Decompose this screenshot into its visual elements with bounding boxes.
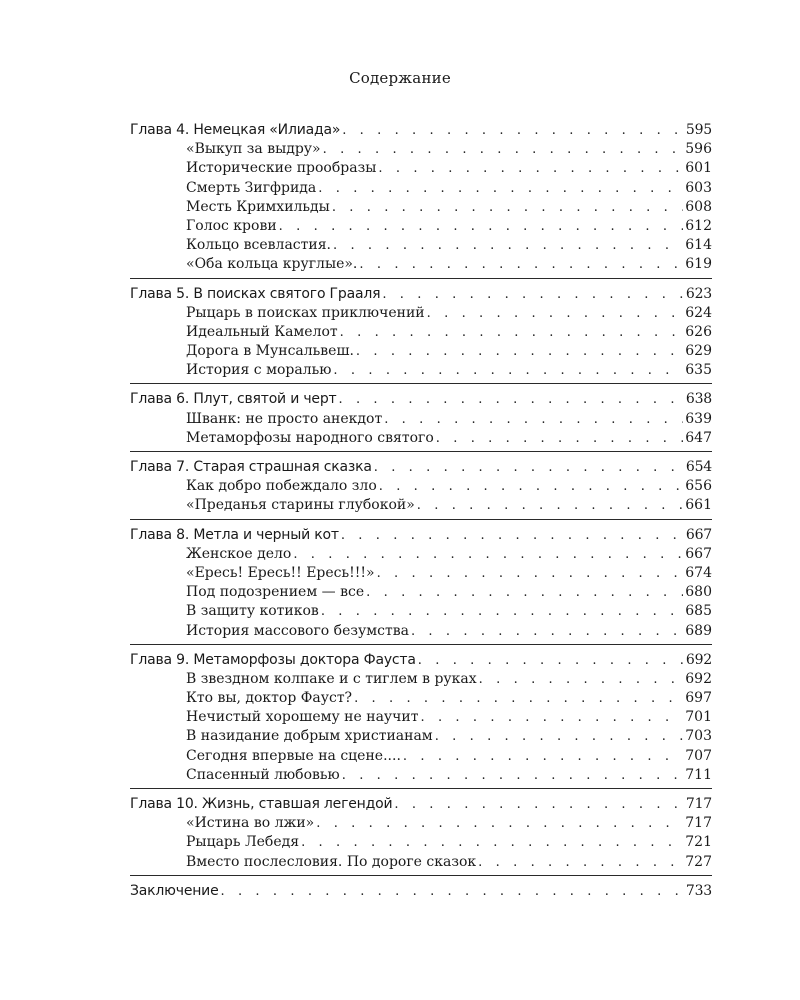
dot-leader	[321, 602, 683, 621]
section-row	[130, 670, 712, 689]
toc-chapter	[130, 795, 712, 876]
dot-leader	[301, 833, 683, 852]
section-page-number: 601	[685, 160, 712, 177]
section-title: Вместо послесловия. По дороге сказок	[186, 853, 477, 870]
toc-chapter	[130, 651, 712, 789]
section-title: «Оба кольца круглые».	[186, 256, 358, 273]
section-title: Голос крови	[186, 217, 277, 234]
dot-leader	[356, 342, 683, 361]
section-title: «Выкуп за выдру»	[186, 141, 321, 158]
section-page-number: 624	[685, 304, 712, 321]
section-page-number: 727	[685, 853, 712, 870]
section-row	[130, 198, 712, 217]
section-page-number: 603	[685, 179, 712, 196]
dot-leader	[318, 179, 683, 198]
section-page-number: 685	[685, 603, 712, 620]
chapter-row	[130, 651, 712, 670]
section-row	[130, 602, 712, 621]
section-row	[130, 708, 712, 727]
section-row	[130, 159, 712, 178]
chapter-title: Заключение	[130, 882, 219, 899]
section-page-number: 711	[685, 766, 712, 783]
section-title: В звездном колпаке и с тиглем в руках	[186, 670, 477, 687]
section-title: Как добро побеждало зло	[186, 478, 377, 495]
section-row	[130, 564, 712, 583]
dot-leader	[436, 429, 684, 448]
section-page-number: 692	[685, 670, 712, 687]
dot-leader	[293, 545, 683, 564]
chapter-page-number: 654	[685, 459, 712, 475]
section-row	[130, 429, 712, 448]
section-title: Дорога в Мунсальвеш.	[186, 343, 354, 360]
section-page-number: 614	[685, 237, 712, 254]
section-title: Рыцарь Лебедя	[186, 834, 300, 851]
section-page-number: 701	[685, 709, 712, 726]
section-row	[130, 179, 712, 198]
section-row	[130, 766, 712, 785]
dot-leader	[333, 361, 683, 380]
chapter-title: Глава 10. Жизнь, ставшая легендой	[130, 796, 393, 812]
dot-leader	[359, 255, 683, 274]
dot-leader	[342, 121, 684, 140]
dot-leader	[411, 622, 683, 641]
chapter-page-number: 638	[685, 391, 712, 408]
dot-leader	[479, 670, 684, 689]
section-title: История массового безумства	[186, 622, 409, 639]
chapter-title: Глава 5. В поисках святого Грааля	[130, 285, 381, 302]
chapter-title: Глава 4. Немецкая «Илиада»	[130, 122, 341, 138]
section-title: В защиту котиков	[186, 603, 319, 620]
chapter-row	[130, 882, 712, 901]
toc-chapter	[130, 390, 712, 452]
section-page-number: 661	[685, 497, 712, 514]
chapter-page-number: 733	[685, 882, 712, 899]
section-title: Нечистый хорошему не научит	[186, 709, 419, 726]
dot-leader	[316, 814, 683, 833]
section-row	[130, 304, 712, 323]
section-row	[130, 323, 712, 342]
running-head: Содержание	[349, 69, 451, 87]
chapter-row	[130, 390, 712, 409]
toc-chapter	[130, 285, 712, 385]
section-page-number: 703	[685, 728, 712, 745]
section-page-number: 608	[685, 198, 712, 215]
section-row	[130, 496, 712, 515]
dot-leader	[332, 198, 683, 217]
section-page-number: 721	[685, 834, 712, 851]
toc-chapter	[130, 882, 712, 904]
dot-leader	[342, 766, 684, 785]
chapter-title: Глава 6. Плут, святой и черт	[130, 391, 337, 408]
chapter-row	[130, 285, 712, 304]
section-page-number: 612	[685, 217, 712, 234]
section-page-number: 697	[685, 690, 712, 707]
chapter-title: Глава 7. Старая страшная сказка	[130, 459, 372, 475]
chapter-title: Глава 9. Метаморфозы доктора Фауста	[130, 651, 416, 668]
section-title: История с моралью	[186, 362, 332, 379]
chapter-title: Глава 8. Метла и черный кот	[130, 526, 339, 543]
chapter-row	[130, 121, 712, 140]
section-page-number: 635	[685, 362, 712, 379]
chapter-row	[130, 458, 712, 477]
section-title: Шванк: не просто анекдот	[186, 410, 383, 427]
section-page-number: 639	[685, 410, 712, 427]
chapter-row	[130, 795, 712, 814]
dot-leader	[377, 564, 684, 583]
section-page-number: 680	[685, 584, 712, 601]
section-page-number: 647	[685, 429, 712, 446]
dot-leader	[418, 651, 684, 670]
dot-leader	[435, 727, 684, 746]
dot-leader	[384, 410, 683, 429]
section-row	[130, 853, 712, 872]
section-title: «Ересь! Ересь!! Ересь!!!»	[186, 564, 375, 581]
section-title: Спасенный любовью	[186, 766, 340, 783]
section-page-number: 629	[685, 343, 712, 360]
section-title: Смерть Зигфрида	[186, 179, 317, 196]
toc-chapter	[130, 458, 712, 520]
dot-leader	[403, 747, 683, 766]
chapter-page-number: 667	[685, 526, 712, 543]
toc-chapter	[130, 526, 712, 645]
dot-leader	[354, 689, 683, 708]
section-page-number: 626	[685, 323, 712, 340]
section-title: Под подозрением — все	[186, 584, 365, 601]
section-row	[130, 622, 712, 641]
table-of-contents	[130, 121, 712, 910]
section-row	[130, 477, 712, 496]
section-row	[130, 342, 712, 361]
dot-leader	[478, 853, 683, 872]
section-row	[130, 361, 712, 380]
chapter-page-number: 692	[685, 651, 712, 668]
section-title: Кто вы, доктор Фауст?	[186, 690, 353, 707]
dot-leader	[221, 882, 684, 901]
section-row	[130, 236, 712, 255]
section-title: В назидание добрым христианам	[186, 728, 433, 745]
section-page-number: 717	[685, 815, 712, 832]
section-title: Кольцо всевластия.	[186, 237, 331, 254]
section-row	[130, 410, 712, 429]
section-page-number: 596	[685, 141, 712, 158]
section-row	[130, 140, 712, 159]
dot-leader	[279, 217, 684, 236]
dot-leader	[374, 458, 684, 477]
section-page-number: 656	[685, 478, 712, 495]
dot-leader	[379, 477, 684, 496]
dot-leader	[339, 390, 684, 409]
dot-leader	[333, 236, 683, 255]
section-row	[130, 217, 712, 236]
dot-leader	[323, 140, 684, 159]
section-title: «Истина во лжи»	[186, 815, 315, 832]
section-title: Месть Кримхильды	[186, 198, 330, 215]
section-title: Метаморфозы народного святого	[186, 429, 434, 446]
dot-leader	[340, 323, 684, 342]
section-page-number: 689	[685, 622, 712, 639]
section-title: Женское дело	[186, 545, 292, 562]
section-row	[130, 689, 712, 708]
dot-leader	[394, 795, 684, 814]
dot-leader	[382, 285, 684, 304]
chapter-page-number: 717	[685, 796, 712, 812]
section-row	[130, 833, 712, 852]
section-title: Сегодня впервые на сцене....	[186, 747, 401, 764]
section-row	[130, 545, 712, 564]
chapter-page-number: 595	[685, 122, 712, 138]
section-title: Исторические прообразы	[186, 160, 377, 177]
section-page-number: 707	[685, 747, 712, 764]
section-page-number: 619	[685, 256, 712, 273]
section-page-number: 674	[685, 564, 712, 581]
section-page-number: 667	[685, 545, 712, 562]
dot-leader	[341, 526, 684, 545]
dot-leader	[378, 159, 683, 178]
toc-chapter	[130, 121, 712, 279]
section-row	[130, 747, 712, 766]
section-row	[130, 727, 712, 746]
dot-leader	[427, 304, 684, 323]
section-row	[130, 255, 712, 274]
chapter-page-number: 623	[685, 285, 712, 302]
section-row	[130, 583, 712, 602]
section-title: Рыцарь в поисках приключений	[186, 304, 425, 321]
dot-leader	[421, 708, 684, 727]
section-title: «Преданья старины глубокой»	[186, 497, 415, 514]
section-row	[130, 814, 712, 833]
dot-leader	[366, 583, 683, 602]
section-title: Идеальный Камелот	[186, 323, 338, 340]
chapter-row	[130, 526, 712, 545]
dot-leader	[417, 496, 683, 515]
